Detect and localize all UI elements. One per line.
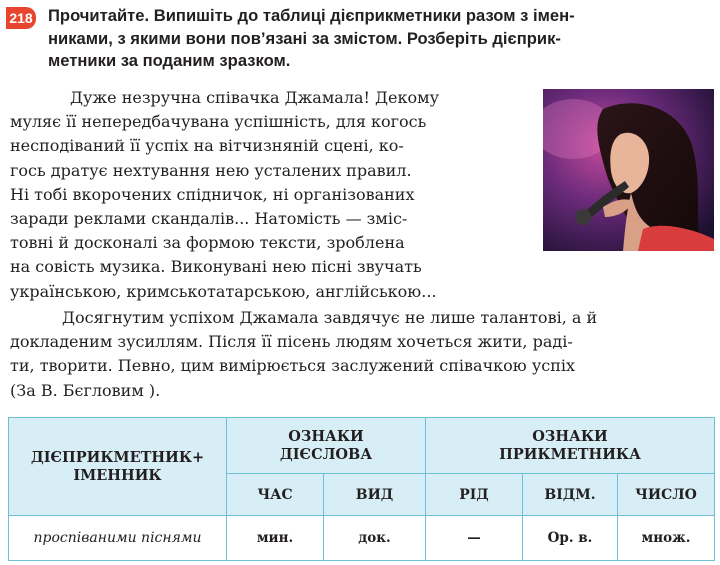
header-line: ІМЕННИК xyxy=(73,466,162,484)
subheader-number: ЧИСЛО xyxy=(618,474,715,516)
cell-aspect: док. xyxy=(324,516,426,561)
text-line: (За В. Бєгловим ). xyxy=(10,380,161,400)
participle-analysis-table xyxy=(8,417,715,561)
example-participle-noun: проспіваними піснями xyxy=(9,516,227,561)
subheader-aspect: ВИД xyxy=(324,474,426,516)
task-line: никами, з якими вони пов’язані за змістом. Розберіть дієприк- xyxy=(48,28,561,48)
cell-tense: мин. xyxy=(227,516,324,561)
task-line: метники за поданим зразком. xyxy=(48,51,291,70)
text-line: несподіваний її успіх на вітчизняній сцені, ко- xyxy=(10,136,404,156)
cell-gender: — xyxy=(426,516,523,561)
task-instruction xyxy=(48,5,713,73)
text-line: заради реклами скандалів... Натомість — зміс- xyxy=(10,209,408,229)
text-line: Досягнутим успіхом Джамала завдячує не лише талантові, а й xyxy=(62,308,598,327)
text-line: товні й досконалі за формою тексти, зроблена xyxy=(10,233,405,253)
text-line: українською, кримськотатарською, англійською... xyxy=(10,281,437,301)
header-line: ПРИКМЕТНИКА xyxy=(499,445,641,463)
header-participle-noun xyxy=(9,418,227,516)
header-line: ОЗНАКИ xyxy=(532,427,608,445)
task-line: Прочитайте. Випишіть до таблиці дієприкметники разом з імен- xyxy=(48,6,575,25)
text-line: на совість музика. Виконувані нею пісні звучать xyxy=(10,257,422,277)
header-adjective-features xyxy=(426,418,715,474)
subheader-gender: РІД xyxy=(426,474,523,516)
paragraph-2 xyxy=(10,306,715,403)
text-line: гось дратує нехтування нею усталених правил. xyxy=(10,160,412,180)
cell-number: множ. xyxy=(618,516,715,561)
exercise-number-badge: 218 xyxy=(6,7,36,29)
subheader-tense: ЧАС xyxy=(227,474,324,516)
text-line: Дуже незручна співачка Джамала! Декому xyxy=(70,88,440,107)
cell-case: Ор. в. xyxy=(523,516,618,561)
header-line: ДІЄСЛОВА xyxy=(279,445,373,463)
header-verb-features xyxy=(227,418,426,474)
header-line: ДІЄПРИКМЕТНИК+ xyxy=(30,448,205,466)
subheader-case: ВІДМ. xyxy=(523,474,618,516)
text-line: Ні тобі вкорочених спідничок, ні організованих xyxy=(10,184,415,204)
text-line: докладеним зусиллям. Після її пісень людям хочеться жити, раді- xyxy=(10,332,573,352)
text-line: ти, творити. Певно, цим вимірюється заслужений співачкою успіх xyxy=(10,356,575,376)
singer-photo xyxy=(543,89,714,251)
paragraph-1 xyxy=(10,86,535,304)
text-line: муляє її непередбачувана успішність, для когось xyxy=(10,112,427,132)
header-line: ОЗНАКИ xyxy=(288,427,364,445)
singer-photo-icon xyxy=(543,89,714,251)
